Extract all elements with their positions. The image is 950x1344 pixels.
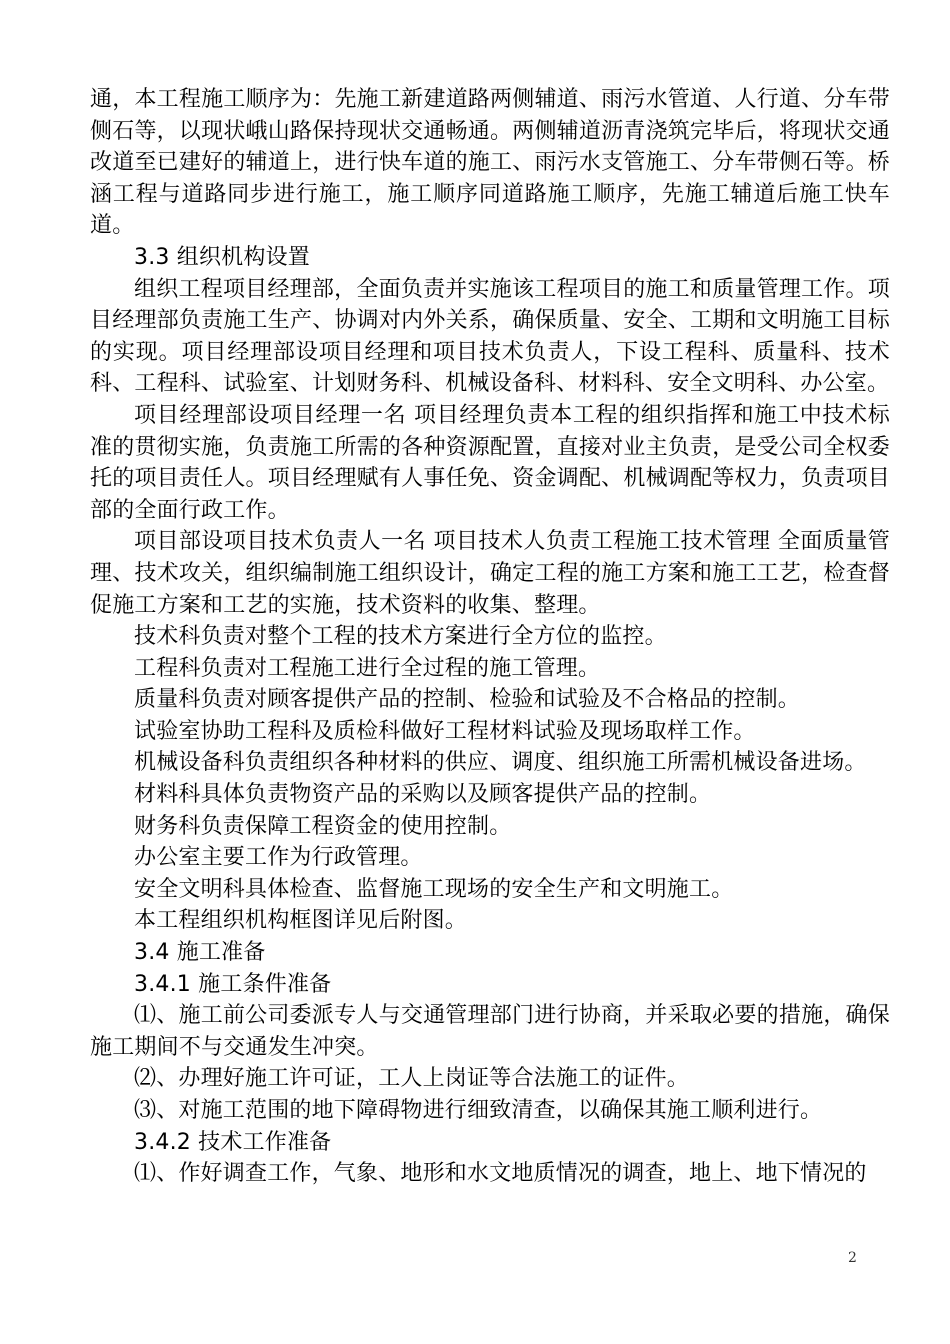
paragraph: 通，本工程施工顺序为：先施工新建道路两侧辅道、雨污水管道、人行道、分车带侧石等，以现状峨山路保持现状交通畅通。两侧辅道沥青浇筑完毕后，将现状交通改道至已建好的辅道上，进行快车道的施工、雨污水支管施工、分车带侧石等。桥涵工程与道路同步进行施工，施工顺序同道路施工顺序，先施工辅道后施工快车道。 [90, 87, 890, 239]
paragraph: ⑴、作好调查工作，气象、地形和水文地质情况的调查，地上、地下情况的 [134, 1161, 867, 1187]
paragraph: 财务科负责保障工程资金的使用控制。 [134, 813, 512, 839]
paragraph: ⑶、对施工范围的地下障碍物进行细致清查，以确保其施工顺利进行。 [134, 1098, 823, 1123]
paragraph: 本工程组织机构框图详见后附图。 [134, 908, 468, 934]
paragraph: 材料科具体负责物资产品的采购以及顾客提供产品的控制。 [134, 782, 712, 808]
paragraph: 机械设备科负责组织各种材料的供应、调度、组织施工所需机械设备进场。 [134, 750, 867, 776]
document-body [90, 84, 890, 1190]
page-number: 2 [848, 1250, 857, 1266]
paragraph: 3.4 施工准备 [134, 940, 266, 966]
paragraph: ⑴、施工前公司委派专人与交通管理部门进行协商，并采取必要的措施，确保施工期间不与交通发生冲突。 [90, 1003, 890, 1060]
paragraph: 工程科负责对工程施工进行全过程的施工管理。 [134, 655, 601, 681]
paragraph: 技术科负责对整个工程的技术方案进行全方位的监控。 [134, 624, 667, 650]
paragraph: 办公室主要工作为行政管理。 [134, 845, 423, 871]
paragraph: 试验室协助工程科及质检科做好工程材料试验及现场取样工作。 [134, 718, 756, 744]
paragraph: 项目经理部设项目经理一名 项目经理负责本工程的组织指挥和施工中技术标准的贯彻实施，负责施工所需的各种资源配置，直接对业主负责，是受公司全权委托的项目责任人。项目经理赋有人事任免、资金调配、机械调配等权力，负责项目部的全面行政工作。 [90, 402, 890, 523]
paragraph: ⑵、办理好施工许可证，工人上岗证等合法施工的证件。 [134, 1066, 690, 1092]
paragraph: 安全文明科具体检查、监督施工现场的安全生产和文明施工。 [134, 876, 734, 902]
paragraph: 项目部设项目技术负责人一名 项目技术人负责工程施工技术管理 全面质量管理、技术攻关，组织编制施工组织设计，确定工程的施工方案和施工工艺，检查督促施工方案和工艺的实施，技术资料的收集、整理。 [90, 529, 890, 618]
paragraph: 3.3 组织机构设置 [134, 244, 310, 270]
paragraph: 3.4.1 施工条件准备 [134, 971, 332, 997]
paragraph: 3.4.2 技术工作准备 [134, 1129, 332, 1155]
paragraph: 组织工程项目经理部，全面负责并实施该工程项目的施工和质量管理工作。项目经理部负责施工生产、协调对内外关系，确保质量、安全、工期和文明施工目标的实现。项目经理部设项目经理和项目技术负责人，下设工程科、质量科、技术科、工程科、试验室、计划财务科、机械设备科、材料科、安全文明科、办公室。 [90, 276, 890, 397]
paragraph: 质量科负责对顾客提供产品的控制、检验和试验及不合格品的控制。 [134, 687, 801, 713]
